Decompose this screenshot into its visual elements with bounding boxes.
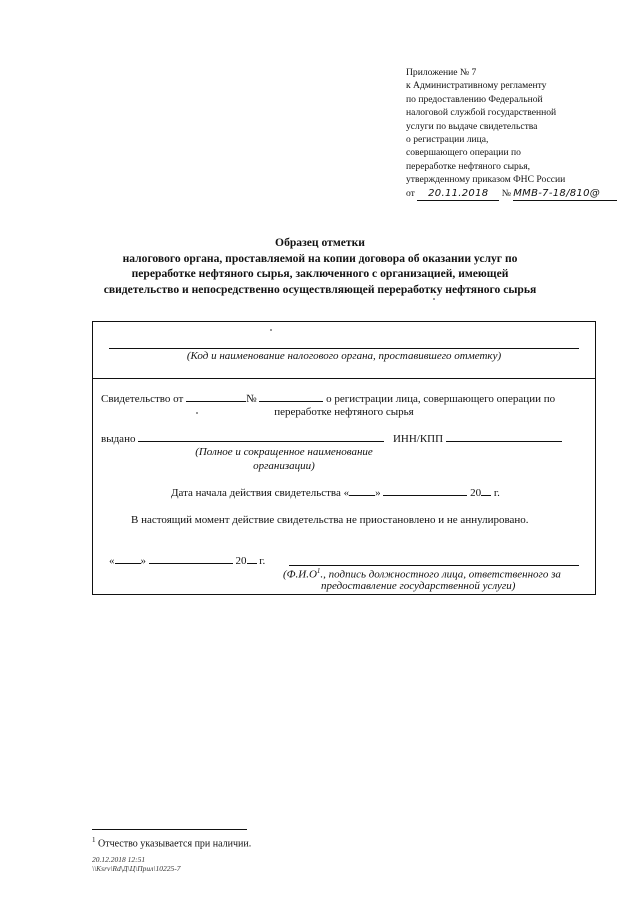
sig-month-field [149, 554, 233, 564]
cert-about-text-2: переработке нефтяного сырья [274, 406, 414, 418]
year-prefix: 20 [235, 555, 247, 567]
appendix-line: о регистрации лица, [406, 134, 489, 146]
org-caption: (Полное и сокращенное наименование [195, 446, 373, 458]
issued-line [101, 432, 562, 445]
tax-body-caption: (Код и наименование налогового органа, проставившего отметку) [186, 350, 502, 362]
footnote-text: Отчество указывается при наличии. [95, 838, 252, 850]
print-timestamp: 20.12.2018 12:51 [92, 855, 146, 864]
footnote [92, 836, 251, 849]
footnote-marker: 1 [92, 836, 96, 844]
handwritten-date: 20.11.2018 [417, 187, 499, 201]
sig-caption-part: ., подпись должностного лица, ответственного за [320, 568, 561, 581]
year-field [481, 486, 491, 496]
title-line: налогового органа, проставляемой на копии договора об оказании услуг по [122, 251, 518, 265]
start-date-line [171, 486, 500, 499]
organization-field [138, 432, 384, 442]
cert-date-field [186, 392, 246, 402]
year-prefix: 20 [470, 487, 482, 499]
title-line: Образец отметки [275, 236, 365, 249]
appendix-line: услуги по выдаче свидетельства [406, 120, 538, 132]
certificate-line [101, 392, 555, 405]
title-line: свидетельство и непосредственно осуществляющей переработку нефтяного сырья [103, 282, 537, 296]
org-caption: организации) [253, 460, 315, 472]
sig-year-field [247, 554, 257, 564]
cert-from-label: Свидетельство от [101, 393, 184, 405]
box-separator [93, 378, 595, 379]
signature-caption [283, 567, 561, 581]
year-suffix: г. [491, 487, 500, 499]
appendix-line: совершающего операции по [406, 147, 521, 159]
document-title [70, 235, 570, 297]
year-suffix: г. [256, 555, 266, 567]
status-text: В настоящий момент действие свидетельства не приостановлено и не аннулировано. [131, 514, 529, 526]
cert-about-text: о регистрации лица, совершающего операции по [326, 393, 556, 405]
signature-caption-2: предоставление государственной услуги) [321, 580, 516, 592]
appendix-line: по предоставлению Федеральной [406, 93, 543, 105]
appendix-line: Приложение № 7 [406, 67, 477, 78]
quote-open: « [109, 555, 115, 567]
appendix-line: налоговой службой государственной [406, 107, 557, 119]
appendix-header [406, 66, 631, 201]
appendix-line: утвержденному приказом ФНС России [406, 174, 566, 186]
appendix-line: к Административному регламенту [406, 80, 547, 92]
footnote-rule [92, 829, 247, 830]
footnote-ref: 1 [316, 567, 321, 575]
signature-date-line [109, 554, 265, 567]
print-path: \\Ksrv\Rd\Д\Ц\Прил\10225-7 [92, 864, 181, 873]
sig-day-field [115, 554, 141, 564]
scan-speck [433, 298, 435, 300]
day-field [349, 486, 375, 496]
signature-line [289, 565, 579, 566]
appendix-line: переработке нефтяного сырья, [406, 160, 531, 172]
from-label: от [406, 187, 415, 199]
number-label: № [501, 187, 511, 199]
cert-number-label: № [246, 393, 257, 405]
inn-kpp-field [446, 432, 562, 442]
title-line: переработке нефтяного сырья, заключенного с организацией, имеющей [131, 267, 509, 281]
order-reference [406, 187, 631, 201]
sig-caption-part: (Ф.И.О [283, 568, 317, 581]
start-date-label: Дата начала действия свидетельства « [171, 487, 350, 499]
cert-number-field [259, 392, 323, 402]
stamp-sample-box [92, 321, 596, 595]
quote-close: » [140, 555, 146, 567]
month-field [383, 486, 467, 496]
tax-body-line [109, 348, 579, 349]
issued-label: выдано [101, 433, 136, 445]
inn-kpp-label: ИНН/КПП [392, 433, 444, 445]
handwritten-number: ММВ-7-18/810@ [513, 187, 617, 201]
quote-close: » [375, 487, 381, 499]
